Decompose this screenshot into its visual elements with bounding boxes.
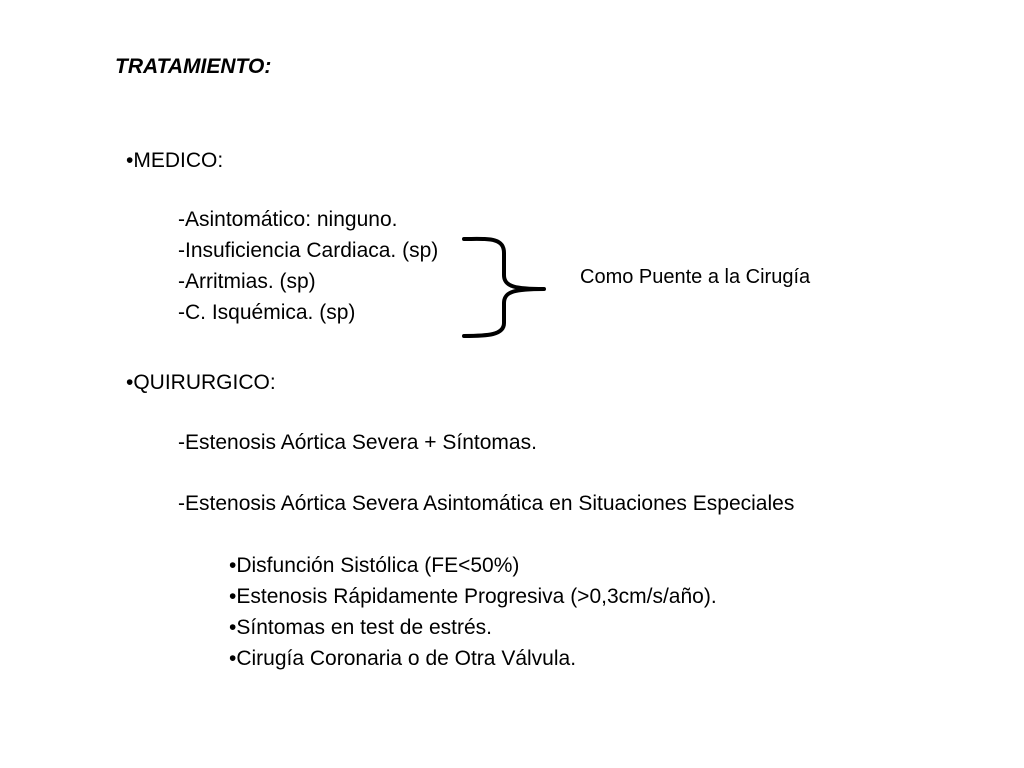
quirurgico-item-asintomatica: -Estenosis Aórtica Severa Asintomática en Situaciones Especiales <box>178 492 795 515</box>
medico-item-arritmias: -Arritmias. (sp) <box>178 270 316 293</box>
medico-item-asintomatico: -Asintomático: ninguno. <box>178 208 398 231</box>
special-situation-item: •Síntomas en test de estrés. <box>229 616 492 639</box>
special-situation-item: •Cirugía Coronaria o de Otra Válvula. <box>229 647 577 670</box>
medico-heading: •MEDICO: <box>126 149 224 172</box>
page-title: TRATAMIENTO: <box>115 55 272 78</box>
right-curly-brace-icon <box>460 235 550 341</box>
special-situation-item: •Disfunción Sistólica (FE<50%) <box>229 554 520 577</box>
medico-item-isquemica: -C. Isquémica. (sp) <box>178 301 356 324</box>
medico-item-insuficiencia <box>178 240 464 266</box>
quirurgico-item-sintomas: -Estenosis Aórtica Severa + Síntomas. <box>178 431 537 454</box>
bracket-note: Como Puente a la Cirugía <box>580 266 811 288</box>
special-situation-item: •Estenosis Rápidamente Progresiva (>0,3cm/s/año). <box>229 585 717 608</box>
medico-item-insuficiencia-text: -Insuficiencia Cardiaca. (sp) <box>178 240 439 262</box>
quirurgico-heading: •QUIRURGICO: <box>126 371 276 394</box>
